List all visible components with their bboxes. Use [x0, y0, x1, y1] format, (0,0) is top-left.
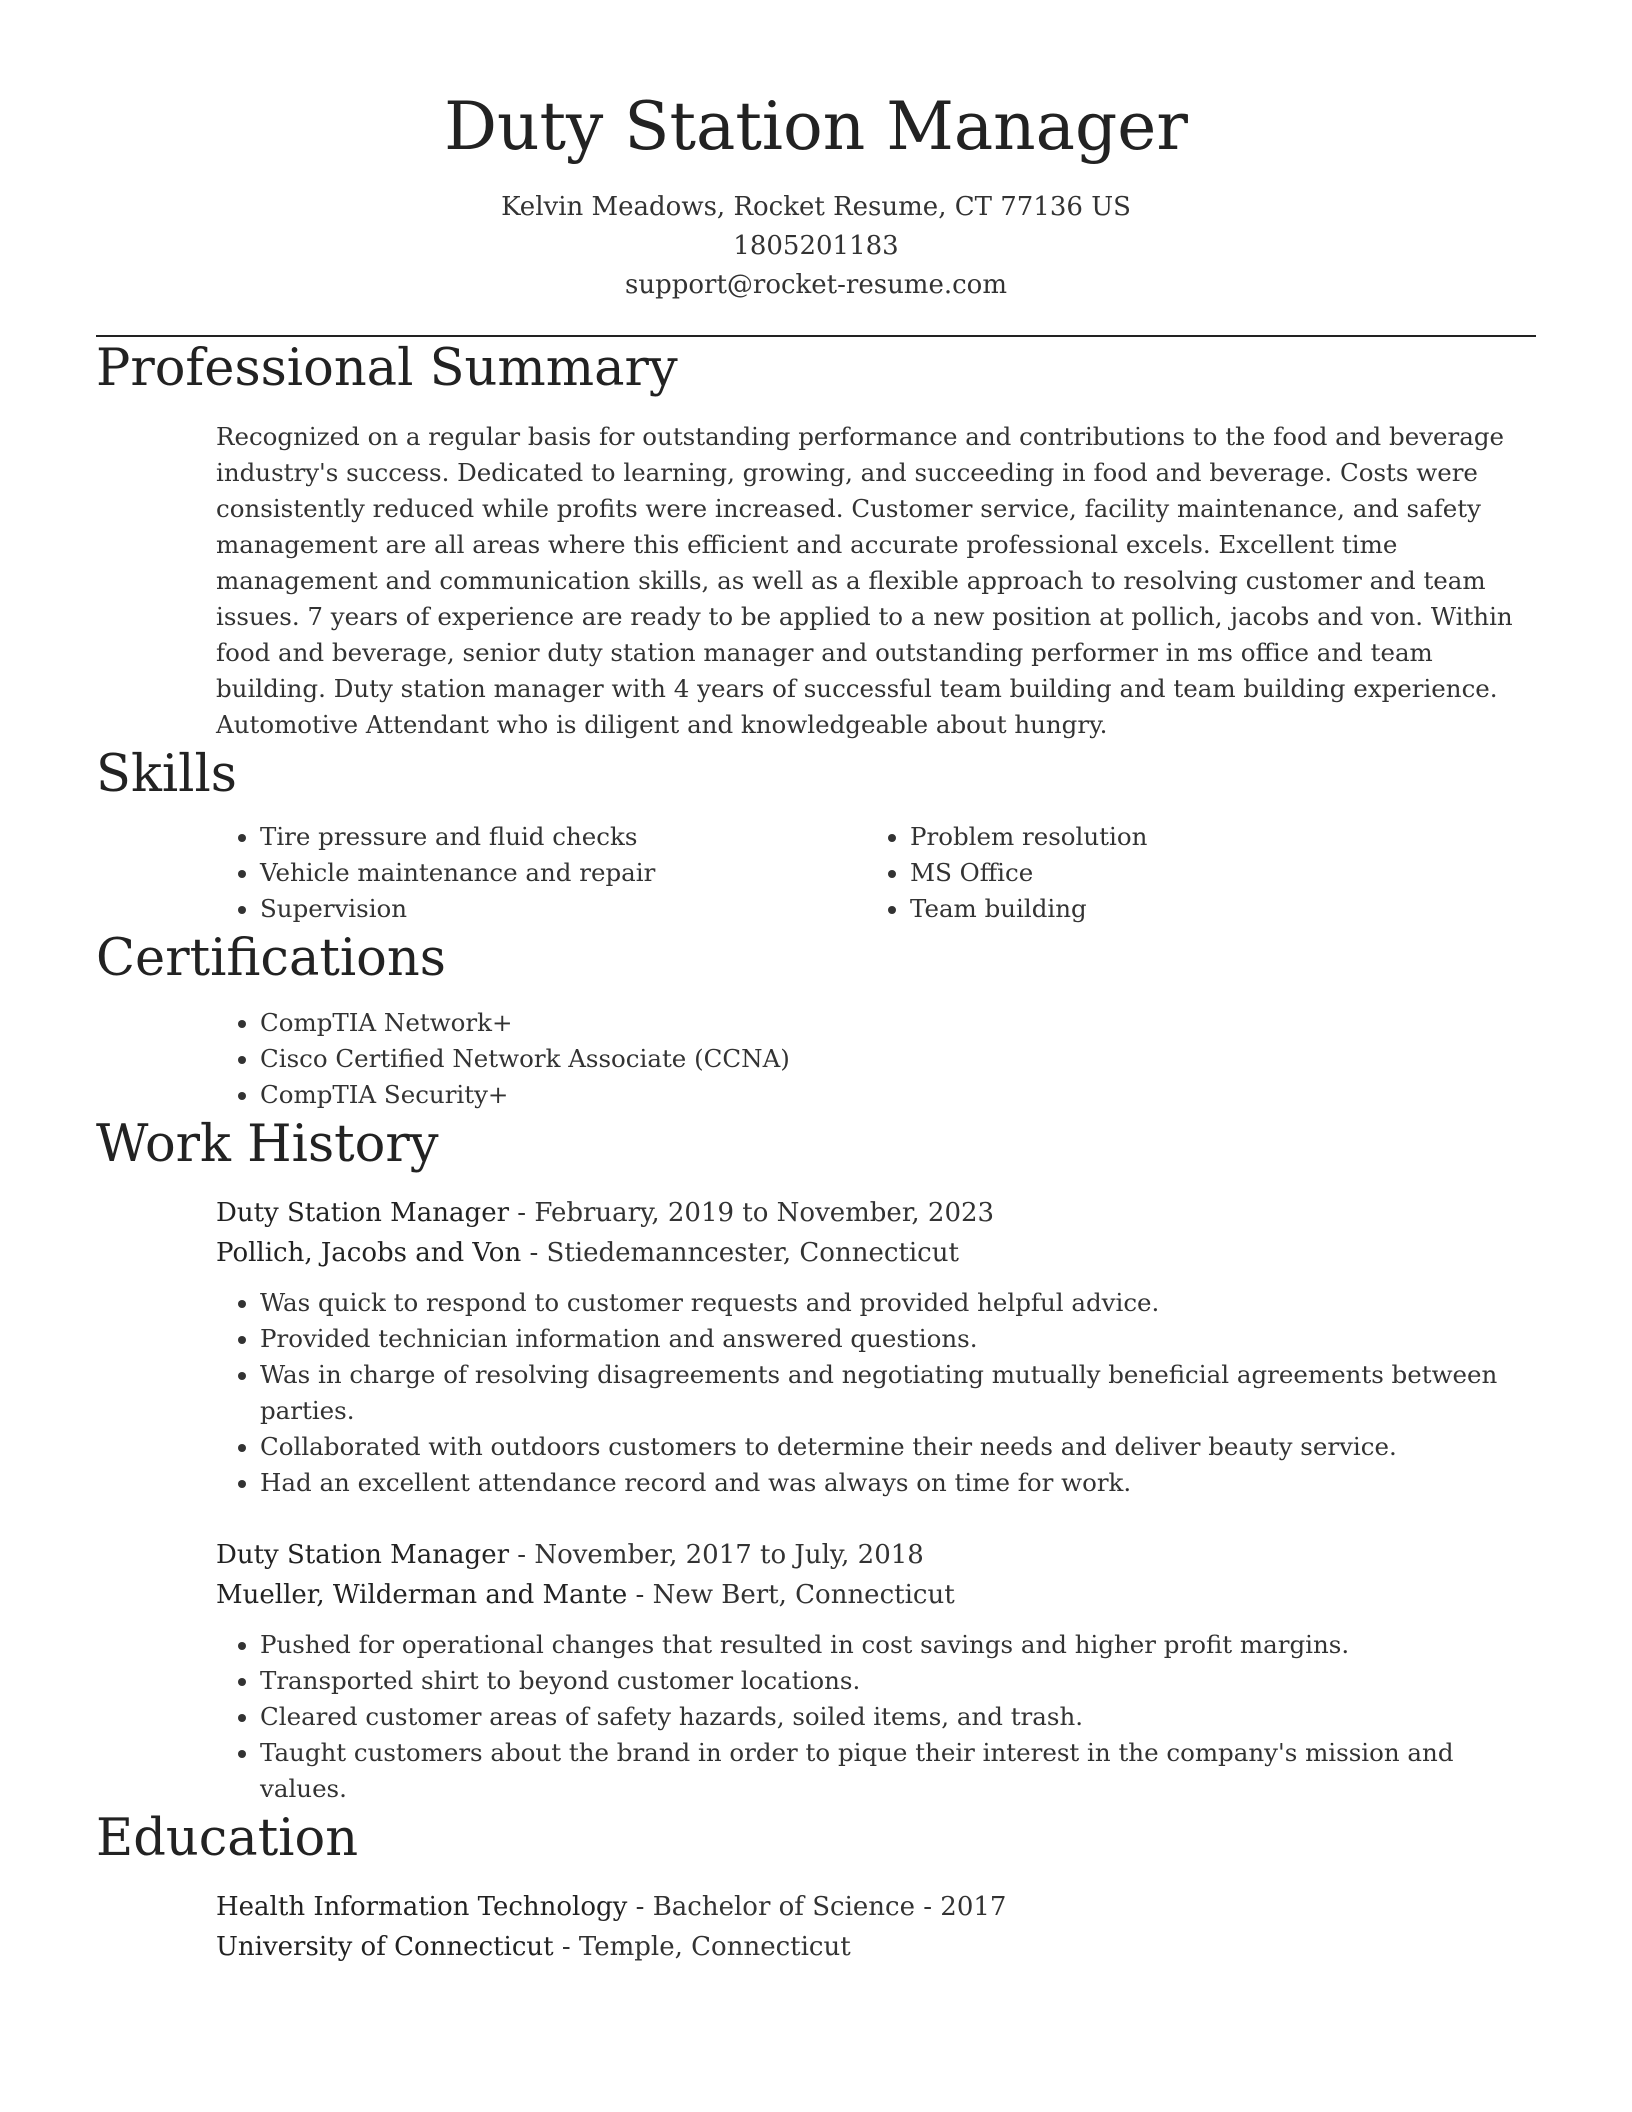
job-title: Duty Station Manager [216, 1198, 510, 1228]
job-bullet: • Collaborated with outdoors customers to determine their needs and deliver beauty service. [260, 1429, 1536, 1465]
job-location: Stiedemanncester, Connecticut [546, 1238, 959, 1268]
skills-heading: Skills [96, 745, 237, 804]
resume-page [96, 0, 1536, 1967]
contact-block [96, 188, 1536, 305]
certification-item: • Cisco Certified Network Associate (CCNA) [260, 1041, 1536, 1077]
contact-email: support@rocket-resume.com [624, 270, 1007, 300]
job-title-line: Duty Station Manager - February, 2019 to November, 2023 [216, 1198, 995, 1228]
job-company-line: Mueller, Wilderman and Mante - New Bert, Connecticut [216, 1580, 955, 1610]
skill-item: • Tire pressure and fluid checks [260, 819, 866, 855]
job-bullet: • Was quick to respond to customer requests and provided helpful advice. [260, 1285, 1536, 1321]
job-bullets [216, 1285, 1536, 1501]
contact-address: Kelvin Meadows, Rocket Resume, CT 77136 US [501, 192, 1131, 222]
job-company: Mueller, Wilderman and Mante [216, 1580, 628, 1610]
job-dates: November, 2017 to July, 2018 [534, 1540, 924, 1570]
skills-column-left [216, 819, 866, 927]
certification-item: • CompTIA Security+ [260, 1077, 1536, 1113]
skills-column-right [866, 819, 1516, 927]
skill-item: • Problem resolution [910, 819, 1516, 855]
job-entry [216, 1535, 1536, 1807]
certifications-list [216, 1005, 1536, 1113]
job-bullet: • Taught customers about the brand in order to pique their interest in the company's mission and values. [260, 1735, 1536, 1807]
job-company-line: Pollich, Jacobs and Von - Stiedemanncester, Connecticut [216, 1238, 959, 1268]
job-bullet: • Had an excellent attendance record and was always on time for work. [260, 1465, 1536, 1501]
education-heading: Education [96, 1809, 359, 1868]
education-degree: Bachelor of Science [652, 1892, 915, 1922]
summary-heading: Professional Summary [96, 339, 678, 398]
education-degree-line: Health Information Technology - Bachelor of Science - 2017 [216, 1892, 1007, 1922]
work-history-heading: Work History [96, 1115, 439, 1174]
job-title: Duty Station Manager [216, 1540, 510, 1570]
job-bullet: • Was in charge of resolving disagreements and negotiating mutually beneficial agreements between parties. [260, 1357, 1536, 1429]
job-bullet: • Cleared customer areas of safety hazards, soiled items, and trash. [260, 1699, 1536, 1735]
job-dates: February, 2019 to November, 2023 [534, 1198, 995, 1228]
job-entry [216, 1193, 1536, 1501]
certifications-heading: Certifications [96, 929, 446, 988]
summary-text: Recognized on a regular basis for outstanding performance and contributions to the food and beverage industry's success. Dedicated to learning, growing, and succeeding in food and beverage. Costs were consistently reduced while profits were increased. Customer service, facility maintenance, and safety management are all areas where this efficient and accurate professional excels. Excellent time management and communication skills, as well as a flexible approach to resolving customer and team issues. 7 years of experience are ready to be applied to a new position at pollich, jacobs and von. Within food and beverage, senior duty station manager and outstanding performer in ms office and team building. Duty station manager with 4 years of successful team building and team building experience. Automotive Attendant who is diligent and knowledgeable about hungry. [216, 422, 1513, 739]
job-bullet: • Transported shirt to beyond customer locations. [260, 1663, 1536, 1699]
contact-phone: 1805201183 [733, 231, 899, 261]
education-year: 2017 [940, 1892, 1007, 1922]
education-school-line: University of Connecticut - Temple, Connecticut [216, 1932, 851, 1962]
education-entry [216, 1887, 1536, 1967]
education-school: University of Connecticut [216, 1932, 554, 1962]
job-bullet: • Provided technician information and answered questions. [260, 1321, 1536, 1357]
skill-item: • Team building [910, 891, 1516, 927]
skills-list [216, 819, 1536, 927]
job-bullet: • Pushed for operational changes that resulted in cost savings and higher profit margins. [260, 1627, 1536, 1663]
skill-item: • MS Office [910, 855, 1516, 891]
job-location: New Bert, Connecticut [652, 1580, 955, 1610]
education-location: Temple, Connecticut [578, 1932, 851, 1962]
job-company: Pollich, Jacobs and Von [216, 1238, 522, 1268]
job-title-line: Duty Station Manager - November, 2017 to July, 2018 [216, 1540, 924, 1570]
resume-title: Duty Station Manager [444, 88, 1188, 165]
education-field: Health Information Technology [216, 1892, 628, 1922]
skill-item: • Supervision [260, 891, 866, 927]
certification-item: • CompTIA Network+ [260, 1005, 1536, 1041]
skill-item: • Vehicle maintenance and repair [260, 855, 866, 891]
job-bullets [216, 1627, 1536, 1807]
